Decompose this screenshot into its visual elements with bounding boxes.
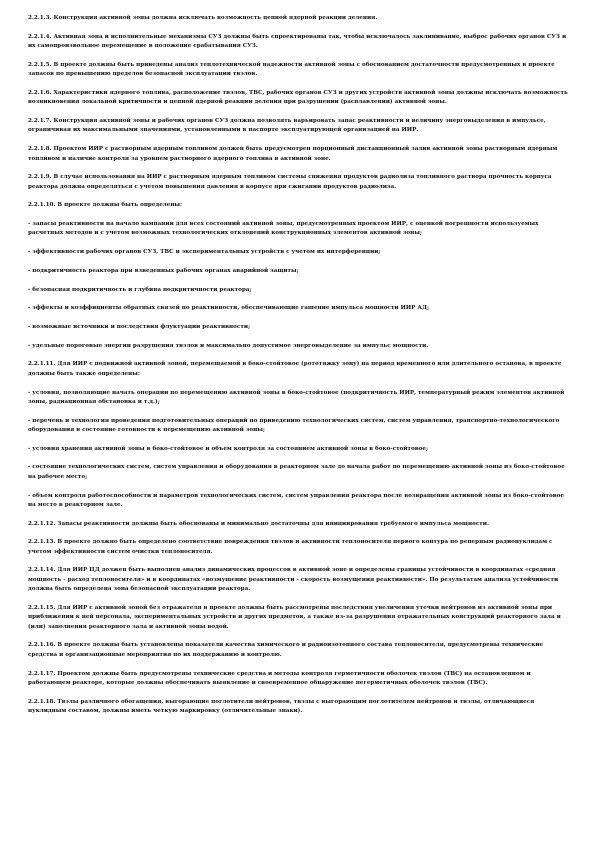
- list-item: - перечень и технология проведения подготовительных операций по приведению технологических систем, систем управления, транспортно-технологического оборудования в состояние готовности к перемещению активной зоны;: [28, 417, 560, 434]
- list-item: - эффекты и коэффициенты обратных связей по реактивности, обеспечивающие гашение импульса мощности ИИР АД;: [28, 305, 430, 312]
- paragraph-2-2-1-7: 2.2.1.7. Конструкция активной зоны и рабочих органов СУЗ должна позволять варьировать запас реактивности и величину энерговыделения в импульсе, ограничивая их максимальными значениями, установленными в паспорте эксплуатирующей организацией на ИИР.: [28, 118, 546, 134]
- paragraph-2-2-1-16: 2.2.1.16. В проекте должны быть установлены показатели качества химического и радиоизотопного состава теплоносителя, предусмотрены технические средства и организационные мероприятия по их поддержанию и контролю.: [28, 642, 544, 658]
- list-item: - удельные пороговые энергии разрушения твэлов и максимально допустимое энерговыделение за импульс мощности.: [28, 342, 429, 349]
- paragraph-2-2-1-17: 2.2.1.17. Проектом должны быть предусмотрены технические средства и методы контроля герметичности оболочек твэлов (ТВС) на остановленном и работающем реакторе, которые должны обеспечивать выявление и своевременное обнаружение негерметичных оболочек твэлов (ТВС).: [28, 670, 531, 686]
- list-item: - условия хранения активной зоны в боко-стойтовое и объем контроля за состоянием активной зоны в боко-стойтовое;: [28, 445, 429, 452]
- paragraph-2-2-1-3: 2.2.1.3. Конструкция активной зоны должна исключать возможность цепной ядерной реакции деления.: [28, 15, 378, 21]
- paragraph-2-2-1-5: 2.2.1.5. В проекте должны быть приведены анализ теплотехнической надежности активной зоны с обоснованием достаточности предусмотренных в проекте запасов по превышению пределов безопасной эксплуатации твэлов.: [28, 61, 555, 78]
- paragraph-2-2-1-13: 2.2.1.13. В проекте должно быть определено соответствие повреждения твэлов и активности теплоносителя первого контура по реперным радионуклидам с учетом эффективности систем очистки теплоносителя.: [28, 539, 553, 555]
- paragraph-2-2-1-8: 2.2.1.8. Проектом ИИР с растворным ядерным топливом должен быть предусмотрен порционный дистанционный залив активной зоны растворным ядерным топливом и наличие контроля за уровнем растворного ядерного топлива в активной зоне.: [28, 146, 558, 162]
- paragraph-2-2-1-10: 2.2.1.10. В проекте должны быть определены:: [28, 202, 183, 209]
- document-page: [28, 14, 570, 834]
- paragraph-2-2-1-9: 2.2.1.9. В случае использования на ИИР с растворным ядерным топливом системы снижения продуктов радиолиза топливного раствора прочность корпуса реактора должна определяться с учетом повышения давления в корпусе при сжигании продуктов радиолиза.: [28, 174, 552, 190]
- paragraph-2-2-1-14: 2.2.1.14. Для ИИР ЦД должен быть выполнен анализ динамических процессов в активной зоне и определены границы устойчивости в координатах «средняя мощность - расход теплоносителя» и в координатах «возмущение реактивности - скорость возмущения реактивности». По результатам анализа устойчивости должна быть определена зона безопасной эксплуатации реактора.: [28, 567, 559, 593]
- paragraph-2-2-1-11: 2.2.1.11. Для ИИР с подвижной активной зоной, перемещаемой в боко-стойтовое (рототяжку зону) на период временного или длительного останова, в проекте должны быть также определены:: [28, 361, 562, 377]
- paragraph-2-2-1-15: 2.2.1.15. Для ИИР с активной зоной без отражателя в проекте должны быть рассмотрены последствия увеличения утечки нейтронов из активной зоны при приближении к ней персонала, экспериментальных устройств и других предметов, а также из-за разрушения отражательных конструкций реакторного зала и (или) заполнения реакторного зала и активной зоны водой.: [28, 604, 561, 630]
- paragraph-2-2-1-4: 2.2.1.4. Активная зона и исполнительные механизмы СУЗ должны быть спроектированы так, чтобы исключалось заклинивание, выброс рабочих органов СУЗ и их самопроизвольное перемещение в положение срабатывания СУЗ.: [28, 33, 567, 50]
- paragraph-2-2-1-6: 2.2.1.6. Характеристики ядерного топлива, расположение твэлов, ТВС, рабочих органов СУЗ и других устройств активной зоны должны исключать возможность возникновения локальной критичности и цепной ядерной реакции деления при разрушении (расплавлении) активной зоны.: [28, 89, 568, 106]
- list-item: - объем контроля работоспособности и параметров технологических систем, систем управления реактора после возвращения активной зоны из боко-стойтовое на место в реакторном зале.: [28, 492, 564, 508]
- list-item: - возможные источники и последствия флуктуации реактивности;: [28, 323, 251, 330]
- list-item: - эффективности рабочих органов СУЗ, ТВС и экспериментальных устройств с учетом их интерференции;: [28, 249, 381, 256]
- list-item: - состояние технологических систем, систем управления и оборудования в реакторном зале до начала работ по перемещению активной зоны из боко-стойтовое на рабочее место;: [28, 464, 565, 480]
- paragraph-2-2-1-12: 2.2.1.12. Запасы реактивности должны быть обоснованы и минимально достаточны для инициирования требуемого импульса мощности.: [28, 520, 489, 527]
- list-item: - запасы реактивности на начало кампании для всех состояний активной зоны, предусмотренных проектом ИИР, с оценкой погрешности используемых расчетных методов и с учетом возможных технологических отклонений конструкционных элементов активной зоны;: [28, 221, 539, 237]
- paragraph-2-2-1-18: 2.2.1.18. Твэлы различного обогащения, выгорающие поглотители нейтронов, твэлы с выгорающим поглотителем нейтронов и твэлы, отличающиеся нуклидным составом, должны иметь четкую маркировку (отличительные знаки).: [28, 698, 535, 715]
- list-item: - подкритичность реактора при взведенных рабочих органах аварийной защиты;: [28, 267, 299, 274]
- list-item: - условия, позволяющие начать операции по перемещению активной зоны в боко-стойтовое (подкритичность ИИР, температурный режим элементов активной зоны, радиационная обстановка и т.д.);: [28, 389, 565, 405]
- list-item: - безопасная подкритичность и глубина подкритичности реактора;: [28, 286, 252, 293]
